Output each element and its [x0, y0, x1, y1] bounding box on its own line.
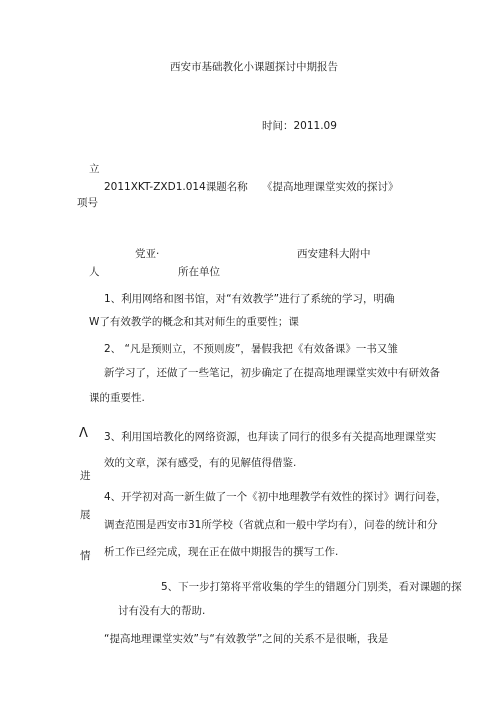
paragraph-1-line-1: 1、利用网络和图书馆，对“有效教学”进行了系统的学习，明确	[104, 293, 395, 305]
project-id-label-top: 立	[89, 163, 100, 175]
side-mark-2: 进	[80, 470, 91, 482]
person-name: 党亚·	[135, 248, 160, 260]
paragraph-2-line-3: 课的重要性.	[89, 392, 145, 404]
person-unit: 西安建科大附中	[297, 248, 371, 260]
side-mark-3: 展	[80, 509, 91, 521]
paragraph-1-line-2: W了有效教学的概念和其对师生的重要性；课	[89, 316, 299, 328]
paragraph-4-line-1: 4、开学初对高一新生做了一个《初中地理教学有效性的探讨》调行问卷，	[104, 491, 447, 503]
paragraph-5-line-2: 讨有没有大的帮助.	[118, 605, 206, 617]
side-mark-4: 情	[80, 550, 91, 562]
paragraph-2-line-2: 新学习了，还做了一些笔记，初步确定了在提高地理课堂实效中有研效备	[104, 367, 440, 379]
paragraph-4-line-3: 析工作已经完成，现在正在做中期报告的撰写工作.	[104, 546, 339, 558]
paragraph-3-line-1: 3、利用国培教化的网络资源，也拜读了同行的很多有关提高地理课堂实	[104, 431, 437, 443]
paragraph-4-line-2: 调查范围是西安市31所学校（省就点和一般中学均有），问卷的统计和分	[104, 519, 438, 531]
unit-label: 所在单位	[178, 266, 220, 278]
side-mark-1: Λ	[79, 426, 88, 441]
report-date: 时间：2011.09	[262, 120, 337, 132]
project-name: 《提高地理课堂实效的探讨》	[262, 181, 399, 193]
document-title: 西安市基础教化小课题探讨中期报告	[170, 61, 338, 73]
project-id-label-bottom: 项号	[77, 197, 98, 209]
person-label: 人	[89, 266, 100, 278]
paragraph-3-line-2: 效的文章，深有感受，有的见解值得借鉴.	[104, 457, 297, 469]
paragraph-2-line-1: 2、 “凡是预则立，不预则废”，暑假我把《有效备课》一书又雏	[104, 343, 398, 355]
project-id-value: 2011XKT-ZXD1.014课题名称	[104, 181, 248, 193]
paragraph-5-line-1: 5、下一步打第将平常收集的学生的错题分门别类，看对课题的探	[161, 581, 462, 593]
paragraph-6-line-1: “提高地理课堂实效”与“有效教学”之间的关系不是很晰，我是	[104, 633, 389, 645]
